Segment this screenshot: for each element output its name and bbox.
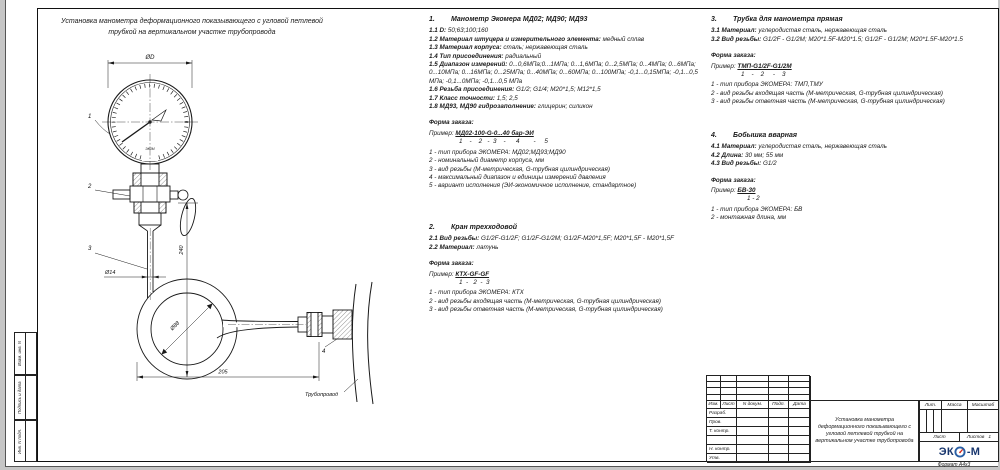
sheet-cell: Лист [920, 433, 960, 442]
cell [789, 454, 811, 463]
pipeline-label: Трубопровод [305, 392, 339, 398]
section-heading [429, 16, 701, 24]
example-code: ТМП-G1/2F-G1/2M [737, 62, 792, 70]
order-form [429, 119, 701, 190]
loop-tube [137, 228, 306, 379]
pipe-fitting [298, 310, 352, 339]
order-note: 4 - максимальный диапазон и единицы измерений давления [429, 173, 606, 181]
spec-label: 4.3 Вид резьбы: [711, 160, 762, 168]
cell [769, 418, 789, 427]
order-note: 3 - вид резьбы ответная часть (М-метрическая, G-трубная цилиндрическая) [711, 98, 945, 106]
divider [25, 376, 26, 419]
cell [769, 436, 789, 445]
spec-value: радиальный [503, 52, 542, 60]
section-number: 1. [429, 16, 435, 23]
spec-label: 2.2 Материал: [429, 243, 475, 251]
dim-14-label: Ø14 [105, 270, 116, 276]
col-izm: Изм. [707, 401, 721, 410]
margin-box-podpis [14, 375, 37, 420]
lit-box [927, 410, 934, 433]
signature-row-label: Н. контр. [707, 445, 737, 454]
section-title: Манометр Экомера МД02; МД90; МД93 [451, 16, 588, 23]
spec-value: 1,5; 2,5 [494, 94, 518, 102]
spec-line [711, 143, 996, 151]
section-heading [711, 132, 996, 140]
lit-box [920, 410, 927, 433]
section-welded-boss [711, 132, 996, 223]
spec-line [429, 235, 701, 243]
cell [769, 409, 789, 418]
spec-label: 1.6 Резьба присоединения: [429, 86, 515, 94]
col-data: Дата [789, 401, 811, 410]
signature-row-label: Т. контр. [707, 427, 737, 436]
spec-label: 3.1 Материал: [711, 27, 757, 35]
section-number: 3. [711, 16, 717, 23]
title-block [706, 375, 999, 462]
dim-88-label: Ø88 [169, 320, 182, 333]
cell [789, 409, 811, 418]
example-prefix: Пример: [429, 129, 456, 137]
spec-label: 2.1 Вид резьбы: [429, 235, 480, 243]
spec-line [429, 61, 701, 86]
callout-2: 2 [88, 184, 92, 190]
example-code: КТХ-GF-GF [455, 270, 490, 278]
order-note: 2 - монтажная длина, мм [711, 214, 787, 222]
cell [737, 454, 769, 463]
callout-3: 3 [88, 246, 92, 252]
stamp-doc-title: Установка манометра деформационного показывающего с угловой петлевой трубкой на вертикальном участке трубопровода [810, 400, 919, 462]
scale-value [968, 410, 999, 433]
pipeline-wall [352, 282, 373, 404]
cell [737, 445, 769, 454]
signature-row-label [707, 436, 737, 445]
margin-box-label: Взам. инв. N [17, 340, 22, 367]
order-form-label: Форма заказа: [711, 176, 756, 184]
spec-line [711, 36, 996, 44]
spec-value: медный сплав [600, 35, 645, 43]
sheets-label: Листов [966, 434, 985, 440]
drawing-title: Установка манометра деформационного показывающего с угловой петлевой трубкой на вертикальном участке трубопровода [61, 18, 323, 36]
order-notes [711, 206, 996, 223]
cell [789, 436, 811, 445]
cell [789, 427, 811, 436]
spec-label: 1.4 Тип присоединения: [429, 52, 504, 60]
cell [769, 445, 789, 454]
spec-value: 50;63;100;160 [446, 27, 489, 35]
spec-label: 1.1 D: [429, 27, 447, 35]
spec-value: сталь; нержавеющая сталь [501, 44, 588, 52]
col-podp: Подп. [769, 401, 789, 410]
section-straight-tube [711, 16, 996, 107]
callout-1: 1 [88, 114, 92, 120]
dial-brand-text: ЭКОМ [145, 147, 155, 151]
cell [737, 436, 769, 445]
order-form [711, 177, 996, 223]
order-note: 1 - тип прибора ЭКОМЕРА: КТХ [429, 289, 524, 297]
margin-box-label: Подпись и дата [17, 381, 22, 414]
order-note: 1 - тип прибора ЭКОМЕРА: МД02;МД93;МД90 [429, 148, 566, 156]
cell [769, 427, 789, 436]
example-digits: 1 - 2 - 3 [741, 71, 786, 79]
spec-value: 0...0,6МПа;0...1МПа; 0...1,6МПа; 0...2,5МПа; 0...4МПа; 0...6МПа; 0...10МПа; 0...16МПа; 0...25МПа; 0...40МПа; 0...60МПа; 0...100МПа; -0,1...0,15МПа; -0,1...0,5 МПа; -0,1...0МПа; -0,1...0,5 МПа [429, 61, 698, 85]
signature-row-label: Утв. [707, 454, 737, 463]
order-example [711, 187, 996, 195]
order-form-label: Форма заказа: [429, 119, 474, 127]
logo-text-right: -М [966, 446, 981, 458]
dim-tube-diameter [104, 276, 166, 279]
lit-box [934, 410, 942, 433]
example-code: БВ-30 [737, 187, 756, 195]
order-form [429, 260, 701, 314]
stamp-right-table [919, 400, 999, 462]
spec-label: 1.7 Класс точности: [429, 94, 495, 102]
spec-line [429, 86, 701, 94]
section-title: Бобышка вварная [733, 132, 798, 139]
order-note: 1 - тип прибора ЭКОМЕРА: БВ [711, 205, 803, 213]
col-list: Лист [721, 401, 737, 410]
spec-value: G1/2F-G1/2F; G1/2F-G1/2M; G1/2F-М20*1,5F; М20*1,5F - М20*1,5F [479, 235, 675, 243]
spec-line [429, 44, 701, 52]
spec-line [711, 27, 996, 35]
col-ndokum: N докум. [737, 401, 769, 410]
order-example [429, 130, 701, 138]
format-label: Формат А4х3 [937, 462, 971, 468]
cell [737, 427, 769, 436]
example-code: МД02-100-G-0...40 бар-ЭИ [455, 129, 534, 137]
order-note: 3 - вид резьбы (М-метрическая, G-трубная цилиндрическая) [429, 165, 611, 173]
margin-box-vzam [14, 332, 37, 375]
divider [25, 333, 26, 374]
spec-value: 30 мм; 55 мм [743, 151, 784, 159]
example-digits: 1 - 2 - 3 - 4 - 5 [459, 138, 548, 146]
sheets-count: 1 [988, 434, 992, 440]
order-note: 2 - номинальный диаметр корпуса, мм [429, 157, 545, 165]
spec-value: глицерин; силикон [536, 103, 593, 111]
dim-205 [137, 342, 319, 381]
cell [769, 454, 789, 463]
pressure-gauge [102, 74, 198, 172]
spec-value: G1/2; G1/4; М20*1,5; М12*1,5 [514, 86, 601, 94]
scale-header: Масштаб [968, 401, 999, 410]
spec-line [429, 103, 701, 111]
spec-value: латунь [474, 243, 499, 251]
spec-line [429, 27, 701, 35]
spec-value: G1/2F - G1/2M; М20*1.5F-М20*1.5; G1/2F - G1/2M; М20*1.5F-М20*1.5 [761, 35, 963, 43]
order-form-label: Форма заказа: [711, 52, 756, 60]
order-note: 1 - тип прибора ЭКОМЕРА: ТМП,ТМУ [711, 81, 823, 89]
spec-label: 1.5 Диапазон измерений: [429, 61, 508, 69]
mass-header: Масса [942, 401, 968, 410]
order-notes [429, 149, 701, 191]
order-example [429, 271, 701, 279]
spec-label: 1.3 Материал корпуса: [429, 44, 502, 52]
order-form [711, 52, 996, 106]
spec-value: углеродистая сталь, нержавеющая сталь [756, 27, 887, 35]
spec-label: 4.2 Длина: [711, 151, 744, 159]
example-prefix: Пример: [711, 62, 738, 70]
sheets-cell [960, 433, 999, 442]
section-title: Кран трехходовой [451, 224, 518, 231]
spec-line [711, 160, 996, 168]
spec-line [429, 244, 701, 252]
section-number: 4. [711, 132, 717, 139]
mass-value [942, 410, 968, 433]
spec-line [429, 36, 701, 44]
order-note: 2 - вид резьбы входящая часть (М-метрическая, G-трубная цилиндрическая) [429, 297, 661, 305]
spec-label: 4.1 Материал: [711, 143, 757, 151]
spec-label: 3.2 Вид резьбы: [711, 35, 762, 43]
spec-list [429, 27, 701, 111]
installation-figure [38, 9, 426, 461]
company-logo [920, 442, 999, 462]
section-number: 2. [429, 224, 435, 231]
logo-text-left: ЭК [938, 446, 954, 458]
cell [789, 445, 811, 454]
signature-row-label: Разраб. [707, 409, 737, 418]
example-prefix: Пример: [429, 270, 456, 278]
section-manometer [429, 16, 701, 191]
dim-240-label: 240 [179, 245, 185, 255]
divider [25, 421, 26, 461]
spec-line [429, 53, 701, 61]
spec-list [711, 143, 996, 168]
spec-label: 1.2 Материал штуцера и измерительного элемента: [429, 35, 601, 43]
order-notes [711, 81, 996, 106]
spec-line [429, 95, 701, 103]
valve-assembly [113, 164, 199, 237]
dim-205-label: 205 [218, 369, 228, 376]
spec-value: углеродистая сталь, нержавеющая сталь [756, 143, 887, 151]
cell [737, 409, 769, 418]
spec-line [711, 152, 996, 160]
example-digits: 1 - 2 [747, 195, 760, 203]
spec-list [711, 27, 996, 44]
revision-table [706, 375, 810, 462]
order-note: 5 - вариант исполнения (ЭИ-экономичное исполнение, стандартное) [429, 182, 637, 190]
section-valve [429, 224, 701, 315]
example-digits: 1 - 2 - 3 [459, 279, 490, 287]
order-notes [429, 289, 701, 314]
lit-header: Лит. [920, 401, 942, 410]
margin-box-inv [14, 420, 37, 462]
cell [737, 418, 769, 427]
spec-value: G1/2 [761, 160, 777, 168]
spec-list [429, 235, 701, 252]
gauge-logo-icon [954, 446, 966, 458]
cell [789, 418, 811, 427]
callout-4: 4 [322, 349, 326, 355]
order-example [711, 63, 996, 71]
margin-box-label: Инв. N подл. [17, 428, 22, 454]
drawing-sheet [5, 0, 998, 467]
section-heading [429, 224, 701, 232]
section-heading [711, 16, 996, 24]
order-note: 2 - вид резьбы входящая часть (М-метрическая, G-трубная цилиндрическая) [711, 89, 943, 97]
order-form-label: Форма заказа: [429, 260, 474, 268]
signature-row-label: Пров. [707, 418, 737, 427]
example-prefix: Пример: [711, 187, 738, 195]
dim-d-label: ØD [145, 55, 155, 61]
spec-label: 1.8 МД93, МД90 гидрозаполнение: [429, 103, 537, 111]
order-note: 3 - вид резьбы ответная часть (М-метрическая, G-трубная цилиндрическая) [429, 306, 663, 314]
section-title: Трубка для манометра прямая [733, 16, 843, 23]
